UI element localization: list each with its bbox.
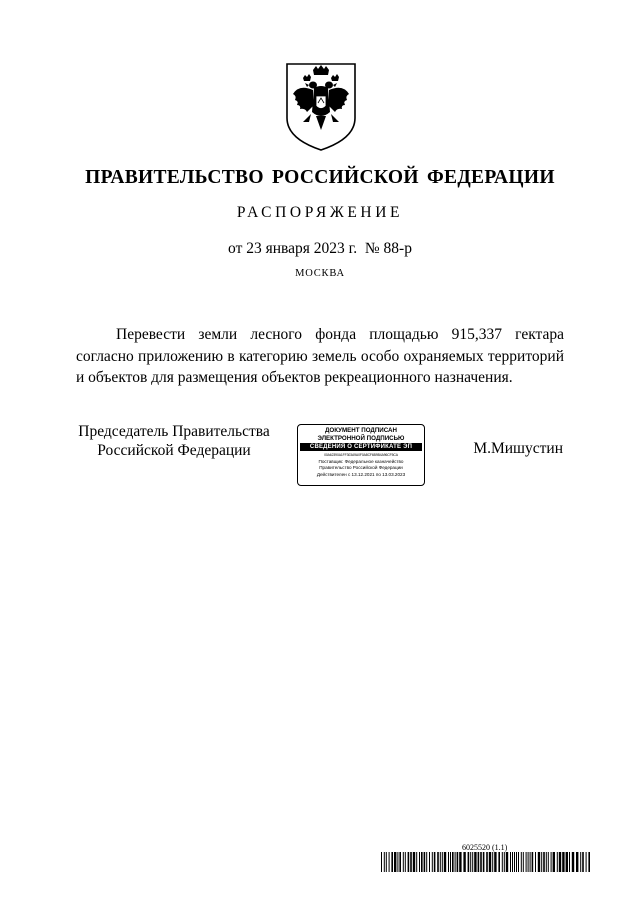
stamp-validity: Действителен с 13.12.2021 по 13.03.2023 xyxy=(316,471,406,477)
coat-of-arms-icon xyxy=(283,60,359,152)
document-date-number: от 23 января 2023 г. № 88-р xyxy=(228,240,412,257)
electronic-signature-stamp xyxy=(297,424,425,486)
stamp-line2: ЭЛЕКТРОННОЙ ПОДПИСЬЮ xyxy=(317,434,405,442)
signer-position-line1: Председатель Правительства xyxy=(78,423,270,440)
stamp-header-bar: СВЕДЕНИЯ О СЕРТИФИКАТЕ ЭП xyxy=(300,443,422,451)
stamp-issuer: Поставщик: Федеральное казначейство xyxy=(318,458,404,464)
barcode-icon xyxy=(381,852,591,872)
document-type: РАСПОРЯЖЕНИЕ xyxy=(236,204,404,221)
stamp-serial: 00A62390A1FF303A9A0F0A8CF6B9B4A96CF5CA xyxy=(324,453,398,458)
government-title: ПРАВИТЕЛЬСТВО РОССИЙСКОЙ ФЕДЕРАЦИИ xyxy=(85,167,555,188)
body-paragraph: Перевести земли лесного фонда площадью 915,337 гектара согласно приложению в категорию земель особо охраняемых территорий и объектов для размещения объектов рекреационного назначения. xyxy=(76,326,564,386)
document-body xyxy=(76,324,564,389)
issue-city: МОСКВА xyxy=(295,268,345,279)
stamp-line1: ДОКУМЕНТ ПОДПИСАН xyxy=(325,427,397,434)
signer-position xyxy=(74,422,274,460)
stamp-owner: Правительство Российской Федерации xyxy=(319,465,403,471)
document-code: 6025520 (1.1) xyxy=(462,843,508,852)
signer-name: М.Мишустин xyxy=(473,440,563,457)
signer-position-line2: Российской Федерации xyxy=(97,442,251,459)
